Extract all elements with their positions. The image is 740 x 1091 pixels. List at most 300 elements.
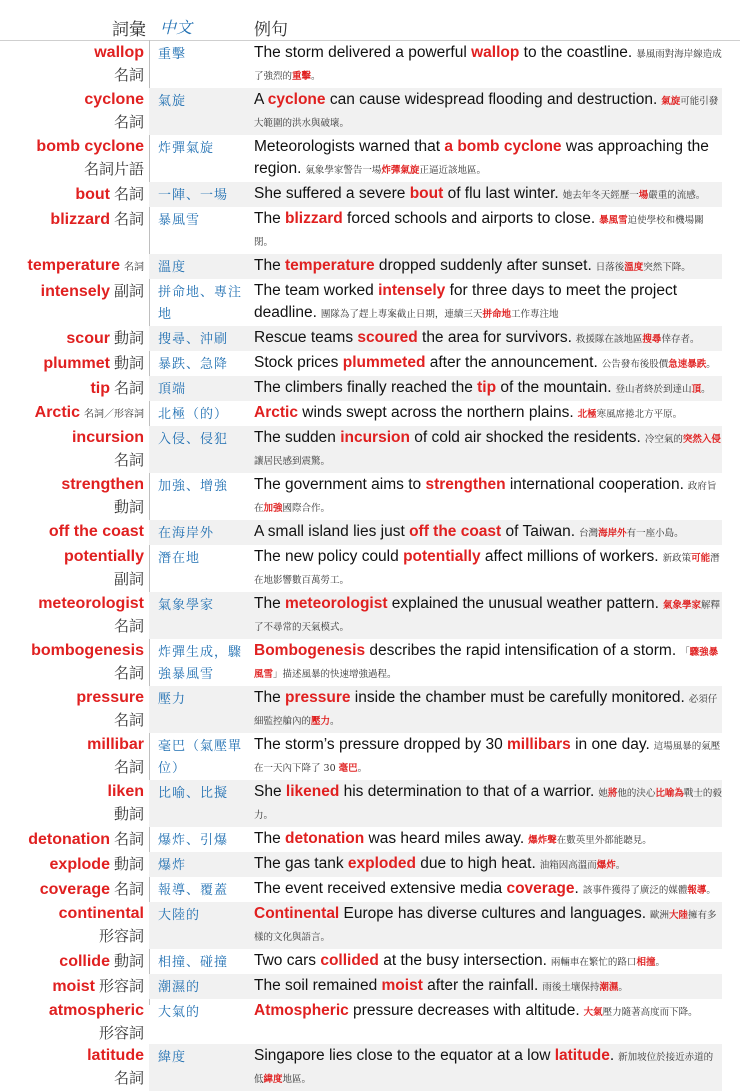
example-english-text: affect millions of workers.	[480, 548, 659, 565]
example-english-text: winds swept across the northern plains.	[297, 404, 574, 421]
example-cell	[250, 182, 722, 207]
example-english-text: The new policy could	[254, 548, 404, 565]
chinese-meaning: 爆炸	[158, 858, 187, 873]
example-cell	[250, 639, 722, 686]
word-cell	[0, 639, 149, 686]
part-of-speech: 名詞／形容詞	[84, 409, 144, 420]
chinese-meaning: 暴跌、急降	[158, 357, 229, 372]
vocab-word: strengthen	[61, 476, 144, 493]
example-english-text: due to high heat.	[415, 855, 536, 872]
example-chinese-highlight: 氣象學家	[662, 600, 701, 611]
example-chinese-highlight: 將	[607, 788, 618, 799]
table-row	[0, 902, 722, 949]
example-english-text: forced schools and airports to close.	[342, 210, 596, 227]
example-english-text: explained the unusual weather pattern.	[387, 595, 659, 612]
table-row	[0, 877, 722, 902]
vocab-word: cyclone	[84, 91, 144, 108]
chinese-cell	[149, 852, 250, 877]
vocab-word: collide	[59, 953, 110, 970]
example-english-text: The storm’s pressure dropped by 30	[254, 736, 508, 753]
example-chinese-highlight: 急速暴跌	[668, 359, 707, 370]
vocab-word: potentially	[63, 548, 144, 565]
vocab-word: tip	[90, 380, 110, 397]
example-chinese-text: 倖存者。	[661, 334, 700, 345]
chinese-meaning: 在海岸外	[158, 526, 215, 541]
vocab-word: continental	[58, 905, 144, 922]
example-english-text: The storm delivered a powerful	[254, 44, 472, 61]
chinese-meaning: 溫度	[158, 260, 187, 275]
word-cell	[0, 852, 149, 877]
example-english-highlight: wallop	[471, 44, 520, 61]
example-chinese-highlight: 相撞	[636, 957, 656, 968]
example-english	[254, 91, 657, 108]
example-english-text: was heard miles away.	[364, 830, 525, 847]
example-chinese	[576, 334, 700, 345]
part-of-speech: 形容詞	[98, 927, 144, 945]
example-cell	[250, 426, 722, 473]
example-chinese-highlight: 壓力	[311, 716, 331, 727]
example-chinese-text: 壓力隨著高度而下降。	[602, 1007, 698, 1018]
chinese-meaning: 潮濕的	[158, 980, 201, 995]
example-chinese-highlight: 氣旋	[661, 96, 681, 107]
example-chinese	[602, 359, 716, 370]
vocab-word: liken	[107, 783, 144, 800]
example-english	[254, 210, 595, 227]
example-english-text: The	[254, 830, 286, 847]
word-cell	[0, 426, 149, 473]
example-cell	[250, 733, 722, 780]
example-english-text: to the coastline.	[519, 44, 633, 61]
example-english-text: The government aims to	[254, 476, 426, 493]
example-chinese-text: 。	[655, 957, 665, 968]
chinese-cell	[149, 780, 250, 827]
chinese-meaning: 入侵、侵犯	[158, 432, 229, 447]
example-cell	[250, 974, 722, 999]
chinese-meaning: 一陣、一場	[158, 188, 229, 203]
chinese-meaning: 比喻、比擬	[158, 786, 229, 801]
table-row	[0, 1044, 722, 1091]
example-english-text: She suffered a severe	[254, 185, 410, 202]
example-english-text: The	[254, 689, 286, 706]
example-english-text: Stock prices	[254, 354, 343, 371]
vocab-word: latitude	[87, 1047, 144, 1064]
vocab-word: bomb cyclone	[36, 138, 144, 155]
chinese-meaning: 氣旋	[158, 94, 187, 109]
example-english-text: dropped suddenly after sunset.	[374, 257, 592, 274]
chinese-cell	[149, 902, 250, 949]
vocab-word: explode	[49, 856, 110, 873]
example-cell	[250, 877, 722, 902]
example-chinese-text: 公告發布後股價	[601, 359, 669, 370]
example-chinese-text: 雨後土壤保持	[542, 982, 600, 993]
header-word: 詞彙	[112, 20, 146, 40]
example-chinese-highlight: 報導	[687, 885, 707, 896]
example-english	[254, 476, 684, 493]
part-of-speech: 名詞	[113, 185, 144, 203]
example-chinese-text: 。	[701, 384, 711, 395]
example-chinese	[596, 262, 691, 273]
example-english	[254, 642, 676, 659]
vocab-word: atmospheric	[48, 1002, 144, 1019]
part-of-speech: 名詞	[113, 617, 144, 635]
chinese-cell	[149, 182, 250, 207]
example-chinese-highlight: 緯度	[263, 1074, 283, 1085]
example-chinese-text: 解釋了不尋常的天氣模式。	[254, 600, 720, 633]
example-chinese-text: 潛在地影響數百萬勞工。	[254, 553, 720, 586]
vocab-word: moist	[52, 978, 95, 995]
chinese-cell	[149, 592, 250, 639]
example-chinese-text: 她	[598, 788, 608, 799]
part-of-speech: 形容詞	[98, 1024, 144, 1042]
example-chinese-highlight: 海岸外	[598, 528, 627, 539]
example-chinese-highlight: 可能	[691, 553, 711, 564]
example-english-highlight: incursion	[340, 429, 410, 446]
chinese-cell	[149, 254, 250, 279]
part-of-speech: 名詞	[113, 880, 144, 898]
example-cell	[250, 401, 722, 426]
example-english-highlight: Bombogenesis	[254, 642, 366, 659]
word-cell	[0, 780, 149, 827]
chinese-meaning: 毫巴（氣壓單位）	[158, 739, 243, 776]
chinese-meaning: 相撞、碰撞	[158, 955, 229, 970]
example-english-text: The gas tank	[254, 855, 348, 872]
example-english-text: of Taiwan.	[501, 523, 576, 540]
word-cell	[0, 41, 149, 88]
word-cell	[0, 473, 149, 520]
chinese-meaning: 壓力	[158, 692, 187, 707]
example-english-highlight: pressure	[285, 689, 351, 706]
table-row	[0, 949, 722, 974]
chinese-cell	[149, 520, 250, 545]
example-english-text: in one day.	[570, 736, 650, 753]
part-of-speech: 名詞片語	[83, 160, 144, 178]
example-english-text: describes the rapid intensification of a storm.	[365, 642, 677, 659]
word-cell	[0, 1044, 149, 1091]
example-english	[254, 689, 685, 706]
word-cell	[0, 351, 149, 376]
example-cell	[250, 326, 722, 351]
chinese-meaning: 重擊	[158, 47, 187, 62]
table-row	[0, 520, 722, 545]
example-cell	[250, 949, 722, 974]
example-english-text: after the rainfall.	[422, 977, 539, 994]
example-english-highlight: a bomb cyclone	[444, 138, 562, 155]
example-english	[254, 977, 538, 994]
table-row	[0, 780, 722, 827]
chinese-meaning: 報導、覆蓋	[158, 883, 229, 898]
vocab-word: Arctic	[34, 404, 80, 421]
example-cell	[250, 1044, 722, 1091]
example-chinese-text: 戰士的毅力。	[254, 788, 722, 821]
example-chinese-text: 嚴重的流感。	[648, 190, 706, 201]
vocab-word: bout	[75, 186, 110, 203]
example-chinese	[542, 982, 628, 993]
example-english-text: at the busy intersection.	[378, 952, 547, 969]
example-chinese-text: 。	[618, 982, 628, 993]
table-row	[0, 639, 722, 686]
example-english-text: A	[254, 91, 268, 108]
word-cell	[0, 376, 149, 401]
example-chinese-text: 讓居民感到震驚。	[254, 456, 331, 467]
example-chinese	[583, 885, 716, 896]
table-row	[0, 376, 722, 401]
table-row	[0, 88, 722, 135]
example-english-text: The	[254, 257, 286, 274]
chinese-meaning: 拼命地、專注地	[158, 285, 243, 322]
part-of-speech: 名詞	[113, 210, 144, 228]
example-english-highlight: off the coast	[409, 523, 502, 540]
example-chinese-text: 這場風暴的氣壓在一天內下降了 30	[254, 741, 721, 774]
table-row	[0, 545, 722, 592]
word-cell	[0, 520, 149, 545]
example-english-text: The	[254, 595, 286, 612]
word-cell	[0, 592, 149, 639]
table-row	[0, 135, 722, 182]
example-chinese-highlight: 加強	[263, 503, 283, 514]
table-row	[0, 426, 722, 473]
part-of-speech: 動詞	[113, 855, 144, 873]
example-english-highlight: potentially	[403, 548, 481, 565]
table-row	[0, 279, 722, 326]
example-chinese	[321, 309, 559, 320]
example-chinese-highlight: 爆炸聲	[528, 835, 557, 846]
word-cell	[0, 135, 149, 182]
word-cell	[0, 999, 149, 1044]
table-row	[0, 207, 722, 254]
example-chinese-text: 。	[706, 885, 716, 896]
part-of-speech: 副詞	[113, 282, 144, 300]
chinese-cell	[149, 999, 250, 1044]
example-english	[254, 379, 612, 396]
example-chinese-highlight: 搜尋	[642, 334, 662, 345]
example-chinese-text: 該事件獲得了廣泛的媒體	[582, 885, 688, 896]
example-english-highlight: scoured	[357, 329, 418, 346]
example-chinese-text: 」描述風暴的快速增強過程。	[273, 669, 397, 680]
example-chinese	[579, 528, 684, 539]
example-chinese	[540, 860, 626, 871]
word-cell	[0, 974, 149, 999]
word-cell	[0, 545, 149, 592]
example-chinese	[563, 190, 706, 201]
example-english-text: Rescue teams	[254, 329, 358, 346]
example-chinese-text: 新政策	[662, 553, 692, 564]
part-of-speech: 副詞	[113, 570, 144, 588]
example-english-highlight: temperature	[285, 257, 375, 274]
example-english-highlight: detonation	[285, 830, 365, 847]
example-chinese	[528, 835, 652, 846]
table-row	[0, 326, 722, 351]
chinese-cell	[149, 279, 250, 326]
example-cell	[250, 686, 722, 733]
vocab-word: millibar	[87, 736, 144, 753]
example-english	[254, 523, 575, 540]
example-chinese	[578, 409, 683, 420]
example-chinese-text: 。	[706, 359, 716, 370]
example-english-highlight: Atmospheric	[254, 1002, 349, 1019]
example-chinese-text: 必須仔細監控艙內的	[254, 694, 718, 727]
vocab-word: plummet	[43, 355, 110, 372]
example-chinese-highlight: 北極	[577, 409, 597, 420]
example-english-text: was approaching the region.	[254, 138, 709, 177]
word-cell	[0, 401, 149, 426]
word-cell	[0, 254, 149, 279]
chinese-cell	[149, 639, 250, 686]
vocab-word: wallop	[94, 44, 144, 61]
chinese-meaning: 潛在地	[158, 551, 201, 566]
table-row	[0, 999, 722, 1044]
chinese-meaning: 暴風雪	[158, 213, 201, 228]
example-cell	[250, 592, 722, 639]
example-english	[254, 855, 536, 872]
example-chinese-text: 。	[311, 71, 321, 82]
example-chinese-text: 暴風雨對海岸線造成了強烈的	[254, 49, 722, 82]
chinese-cell	[149, 733, 250, 780]
vocab-word: intensely	[40, 283, 110, 300]
example-chinese-text: 歐洲	[650, 910, 670, 921]
chinese-cell	[149, 88, 250, 135]
example-chinese-text: 氣象學家警告一場	[305, 165, 382, 176]
chinese-cell	[149, 545, 250, 592]
example-english-text: his determination to that of a warrior.	[339, 783, 595, 800]
example-chinese-text: 地區。	[282, 1074, 312, 1085]
example-english-text: The event received extensive media	[254, 880, 507, 897]
table-row	[0, 401, 722, 426]
example-cell	[250, 376, 722, 401]
chinese-cell	[149, 877, 250, 902]
example-chinese-highlight: 拼命地	[482, 309, 511, 320]
vocab-word: coverage	[39, 881, 110, 898]
part-of-speech: 名詞	[113, 66, 144, 84]
example-cell	[250, 41, 722, 88]
example-english-text: Europe has diverse cultures and languages.	[339, 905, 647, 922]
example-english-text: Meteorologists warned that	[254, 138, 445, 155]
chinese-cell	[149, 351, 250, 376]
example-chinese-text: 他的決心	[617, 788, 656, 799]
example-chinese-text: 兩輛車在繁忙的路口	[550, 957, 637, 968]
example-english-highlight: likened	[285, 783, 340, 800]
chinese-meaning: 加強、增強	[158, 479, 229, 494]
vocab-word: pressure	[76, 689, 144, 706]
example-cell	[250, 279, 722, 326]
example-english-text: the area for survivors.	[417, 329, 572, 346]
example-english-text: of cold air shocked the residents.	[409, 429, 641, 446]
word-cell	[0, 326, 149, 351]
example-chinese	[584, 1007, 698, 1018]
word-cell	[0, 949, 149, 974]
chinese-cell	[149, 426, 250, 473]
example-chinese-highlight: 爆炸	[596, 860, 616, 871]
chinese-cell	[149, 827, 250, 852]
example-english-text: international cooperation.	[505, 476, 684, 493]
example-english-text: for three days to meet the project deadline.	[254, 282, 678, 321]
example-chinese-text: 救援隊在該地區	[575, 334, 643, 345]
part-of-speech: 動詞	[113, 952, 144, 970]
example-cell	[250, 88, 722, 135]
vocab-word: scour	[66, 330, 110, 347]
table-row	[0, 41, 722, 88]
example-chinese-highlight: 驟強暴風雪	[254, 647, 719, 680]
vocab-word: meteorologist	[38, 595, 144, 612]
chinese-cell	[149, 974, 250, 999]
example-chinese	[305, 165, 486, 176]
example-chinese	[551, 957, 665, 968]
table-row	[0, 686, 722, 733]
example-cell	[250, 254, 722, 279]
example-english	[254, 783, 594, 800]
example-english-text: The team worked	[254, 282, 379, 299]
chinese-meaning: 炸彈氣旋	[158, 141, 215, 156]
chinese-cell	[149, 135, 250, 182]
example-english-highlight: coverage	[506, 880, 575, 897]
example-chinese-text: 日落後	[595, 262, 625, 273]
word-cell	[0, 902, 149, 949]
example-chinese-text: 團隊為了趕上專案截止日期，連續三天	[320, 309, 483, 320]
example-english-highlight: cyclone	[267, 91, 326, 108]
table-header	[0, 0, 740, 41]
chinese-cell	[149, 207, 250, 254]
chinese-cell	[149, 686, 250, 733]
vocab-word: incursion	[71, 429, 144, 446]
example-english-highlight: exploded	[347, 855, 416, 872]
chinese-cell	[149, 1044, 250, 1091]
example-chinese-text: 擁有多樣的文化與語言。	[254, 910, 717, 943]
example-chinese-text: 「	[680, 647, 690, 658]
chinese-meaning: 緯度	[158, 1050, 187, 1065]
example-english	[254, 548, 659, 565]
example-english	[254, 905, 646, 922]
example-english-text: inside the chamber must be carefully monitored.	[350, 689, 685, 706]
example-english-highlight: strengthen	[425, 476, 506, 493]
example-chinese-text: 油箱因高溫而	[539, 860, 597, 871]
example-chinese-highlight: 場	[638, 190, 649, 201]
example-chinese-text: 寒風席捲北方平原。	[596, 409, 683, 420]
example-chinese-text: 冷空氣的	[644, 434, 683, 445]
example-chinese-highlight: 突然入侵	[682, 434, 721, 445]
chinese-meaning: 炸彈生成，驟強暴風雪	[158, 645, 243, 682]
example-chinese-text: 她去年冬天經歷一	[562, 190, 639, 201]
vocab-word: bombogenesis	[31, 642, 144, 659]
example-english-highlight: plummeted	[342, 354, 426, 371]
example-chinese-text: 正逼近該地區。	[419, 165, 486, 176]
example-chinese-highlight: 溫度	[624, 262, 644, 273]
example-english-text: She	[254, 783, 286, 800]
chinese-cell	[149, 326, 250, 351]
example-english	[254, 354, 598, 371]
example-cell	[250, 999, 722, 1044]
example-chinese-text: 新加坡位於接近赤道的低	[254, 1052, 714, 1085]
example-chinese-highlight: 暴風雪	[599, 215, 628, 226]
part-of-speech: 名詞	[113, 113, 144, 131]
part-of-speech: 名詞	[124, 262, 144, 273]
chinese-meaning: 爆炸、引爆	[158, 833, 229, 848]
vocab-word: temperature	[27, 257, 120, 274]
vocabulary-table	[0, 41, 722, 1091]
example-chinese-text: 工作專注地	[510, 309, 559, 320]
example-english-text: after the announcement.	[425, 354, 598, 371]
table-row	[0, 733, 722, 780]
table-row	[0, 852, 722, 877]
example-english-text: The sudden	[254, 429, 341, 446]
example-chinese-text: 台灣	[579, 528, 599, 539]
example-cell	[250, 780, 722, 827]
example-english-text: The climbers finally reached the	[254, 379, 478, 396]
part-of-speech: 形容詞	[98, 977, 144, 995]
example-english-text: Two cars	[254, 952, 321, 969]
part-of-speech: 動詞	[113, 354, 144, 372]
example-cell	[250, 827, 722, 852]
example-chinese-text: 政府旨在	[254, 481, 717, 514]
example-english-text: can cause widespread flooding and destruction.	[325, 91, 658, 108]
